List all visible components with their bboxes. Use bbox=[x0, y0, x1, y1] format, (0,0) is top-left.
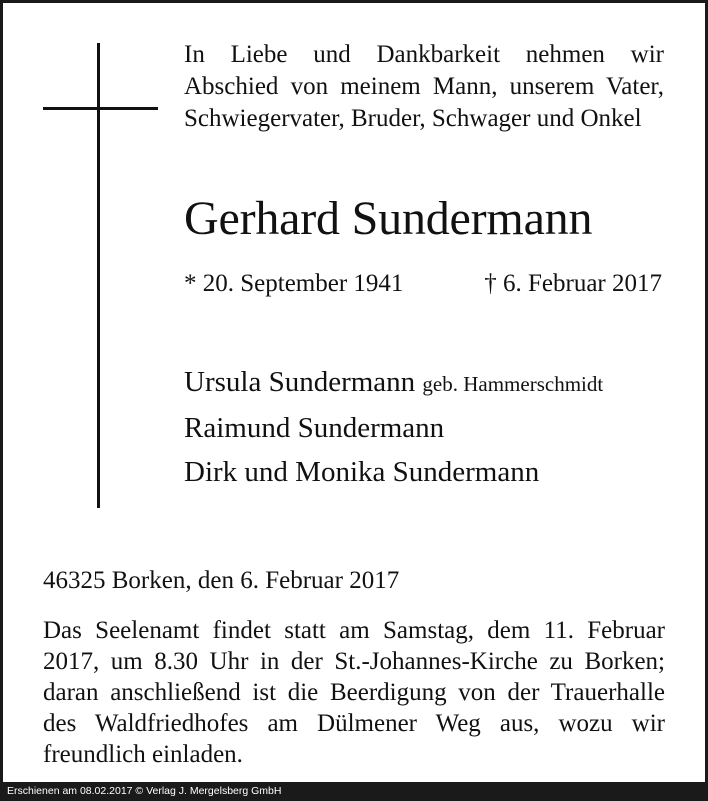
family-member-name: Raimund Sundermann bbox=[184, 412, 445, 444]
family-list bbox=[184, 365, 603, 499]
publication-footer: Erschienen am 08.02.2017 © Verlag J. Mergelsberg GmbH bbox=[3, 782, 705, 801]
intro-text: In Liebe und Dankbarkeit nehmen wir Abschied von meinem Mann, unserem Vater, Schwiegervater, Bruder, Schwager und Onkel bbox=[184, 41, 664, 132]
family-member-name: Ursula Sundermann bbox=[184, 366, 416, 398]
life-dates bbox=[184, 269, 662, 299]
location-date: 46325 Borken, den 6. Februar 2017 bbox=[43, 567, 400, 594]
cross-icon-bar bbox=[43, 107, 158, 110]
deceased-name: Gerhard Sundermann bbox=[184, 192, 593, 245]
death-date: † 6. Februar 2017 bbox=[484, 270, 662, 297]
birth-date: * 20. September 1941 bbox=[184, 270, 404, 297]
family-member bbox=[184, 455, 603, 489]
family-member-note: geb. Hammerschmidt bbox=[422, 372, 604, 396]
service-text: Das Seelenamt findet statt am Samstag, dem 11. Februar 2017, um 8.30 Uhr in der St.-Johannes-Kirche zu Borken; daran anschließend ist die Beerdigung von der Trauerhalle des Waldfriedhofes am Dülmener Weg aus, wozu wir freundlich einladen. bbox=[43, 617, 665, 768]
family-member bbox=[184, 411, 603, 445]
family-member bbox=[184, 365, 603, 401]
family-member-name: Dirk und Monika Sundermann bbox=[184, 456, 540, 488]
cross-icon bbox=[97, 43, 100, 508]
